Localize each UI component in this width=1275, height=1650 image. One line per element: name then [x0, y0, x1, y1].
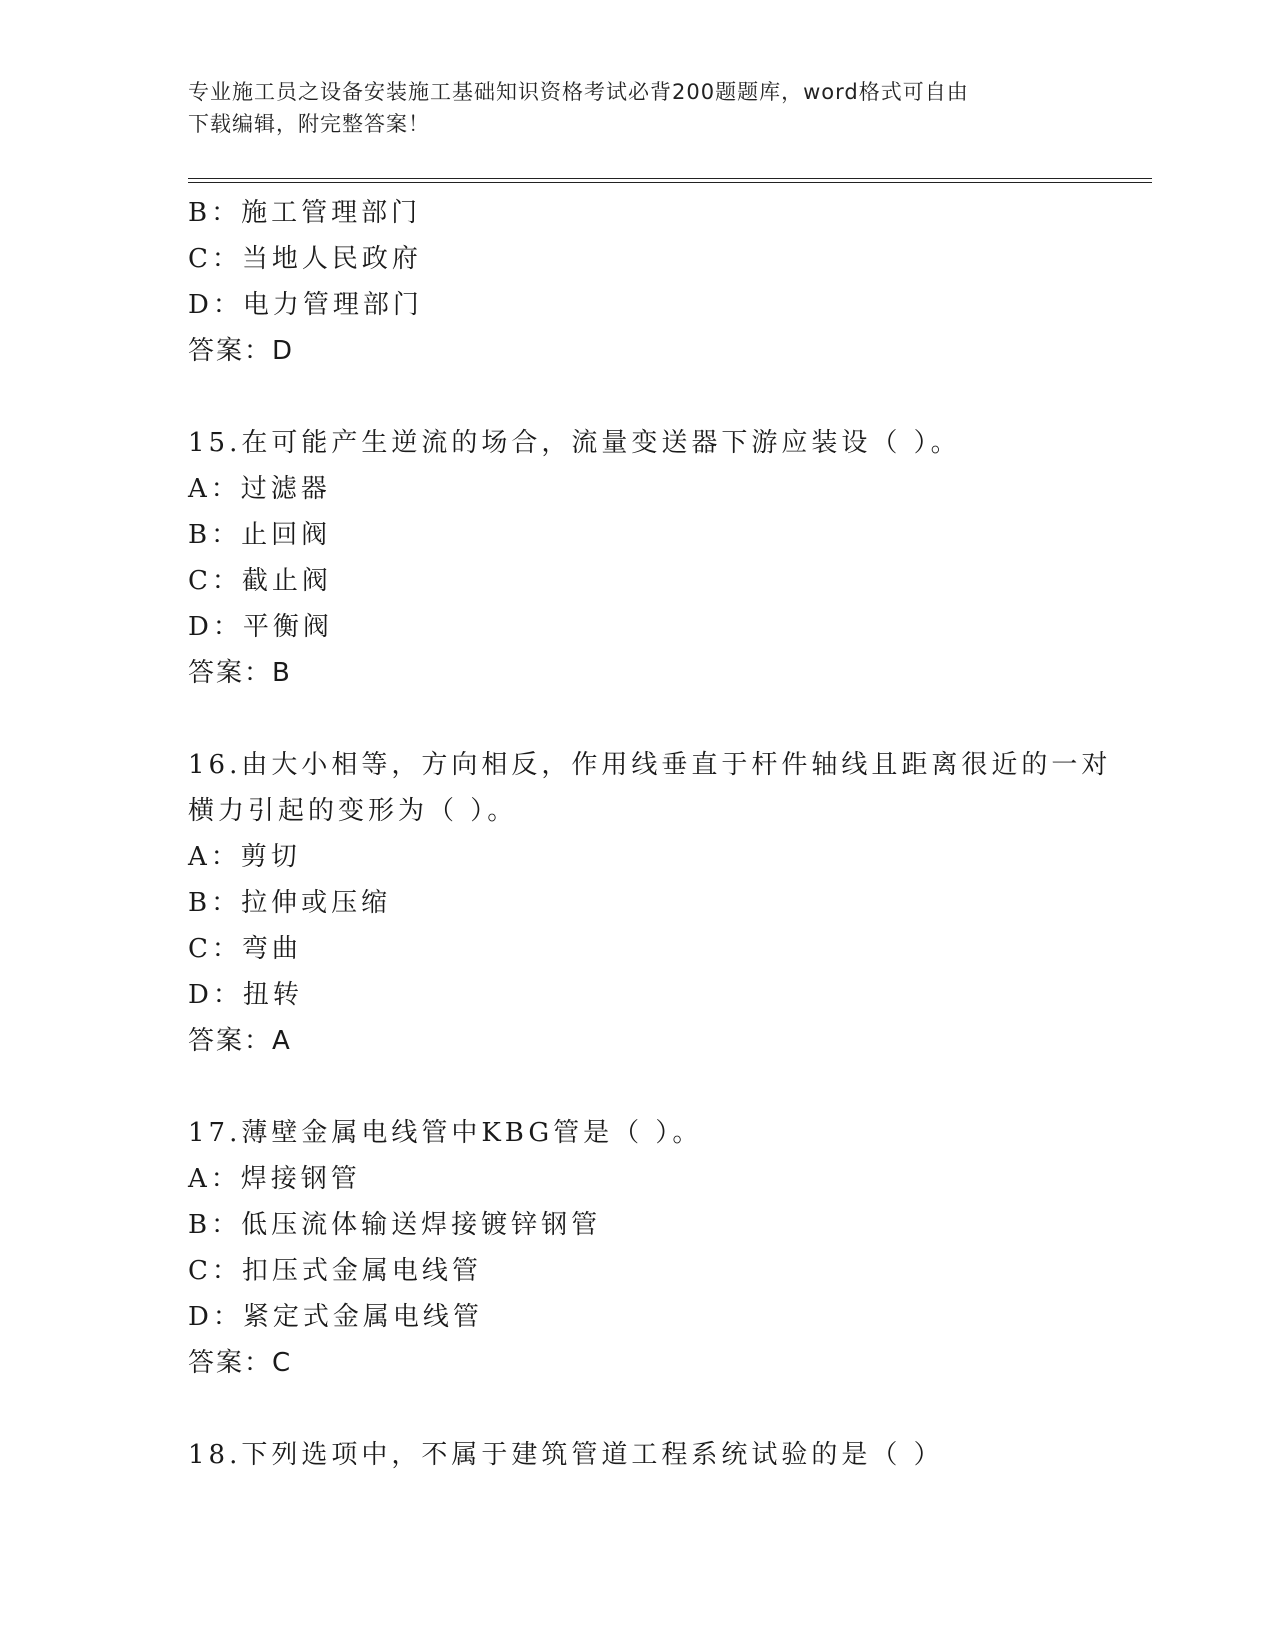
question-16 — [188, 742, 1112, 1064]
option-c: C：当地人民政府 — [188, 244, 422, 274]
header-title-line-1: 专业施工员之设备安装施工基础知识资格考试必背200题题库，word格式可自由 — [188, 80, 969, 104]
question-stem: 15.在可能产生逆流的场合，流量变送器下游应装设（ ）。 — [188, 428, 961, 458]
question-stem: 18.下列选项中，不属于建筑管道工程系统试验的是（ ） — [188, 1440, 944, 1470]
answer-label: 答案：B — [188, 658, 292, 688]
spacer — [188, 1386, 1088, 1432]
question-content — [188, 190, 1112, 1478]
question-17 — [188, 1110, 1088, 1386]
option-d: D：扭转 — [188, 980, 303, 1010]
answer-label: 答案：D — [188, 336, 295, 366]
question-18 — [188, 1432, 1088, 1478]
answer-label: 答案：C — [188, 1348, 293, 1378]
question-stem: 17.薄壁金属电线管中KBG管是（ ）。 — [188, 1118, 703, 1148]
option-a: A：过滤器 — [188, 474, 331, 504]
option-a: A：剪切 — [188, 842, 301, 872]
option-a: A：焊接钢管 — [188, 1164, 361, 1194]
question-stem-line-2: 横力引起的变形为（ ）。 — [188, 796, 518, 826]
header-rule-top — [188, 178, 1152, 179]
document-header — [188, 76, 1068, 140]
option-d: D：电力管理部门 — [188, 290, 423, 320]
option-c: C：扣压式金属电线管 — [188, 1256, 482, 1286]
option-b: B：止回阀 — [188, 520, 332, 550]
option-c: C：截止阀 — [188, 566, 332, 596]
answer-label: 答案：A — [188, 1026, 292, 1056]
header-rule-bottom — [188, 182, 1152, 183]
header-title-line-2: 下载编辑，附完整答案！ — [188, 112, 430, 136]
spacer — [188, 374, 1088, 420]
carryover-question — [188, 190, 1088, 374]
option-b: B：拉伸或压缩 — [188, 888, 392, 918]
spacer — [188, 696, 1088, 742]
option-d: D：紧定式金属电线管 — [188, 1302, 483, 1332]
option-d: D：平衡阀 — [188, 612, 333, 642]
question-15 — [188, 420, 1088, 696]
option-b: B：低压流体输送焊接镀锌钢管 — [188, 1210, 602, 1240]
spacer — [188, 1064, 1088, 1110]
question-stem-line-1: 16.由大小相等，方向相反，作用线垂直于杆件轴线且距离很近的一对 — [188, 750, 1112, 780]
option-b: B：施工管理部门 — [188, 198, 422, 228]
option-c: C：弯曲 — [188, 934, 302, 964]
